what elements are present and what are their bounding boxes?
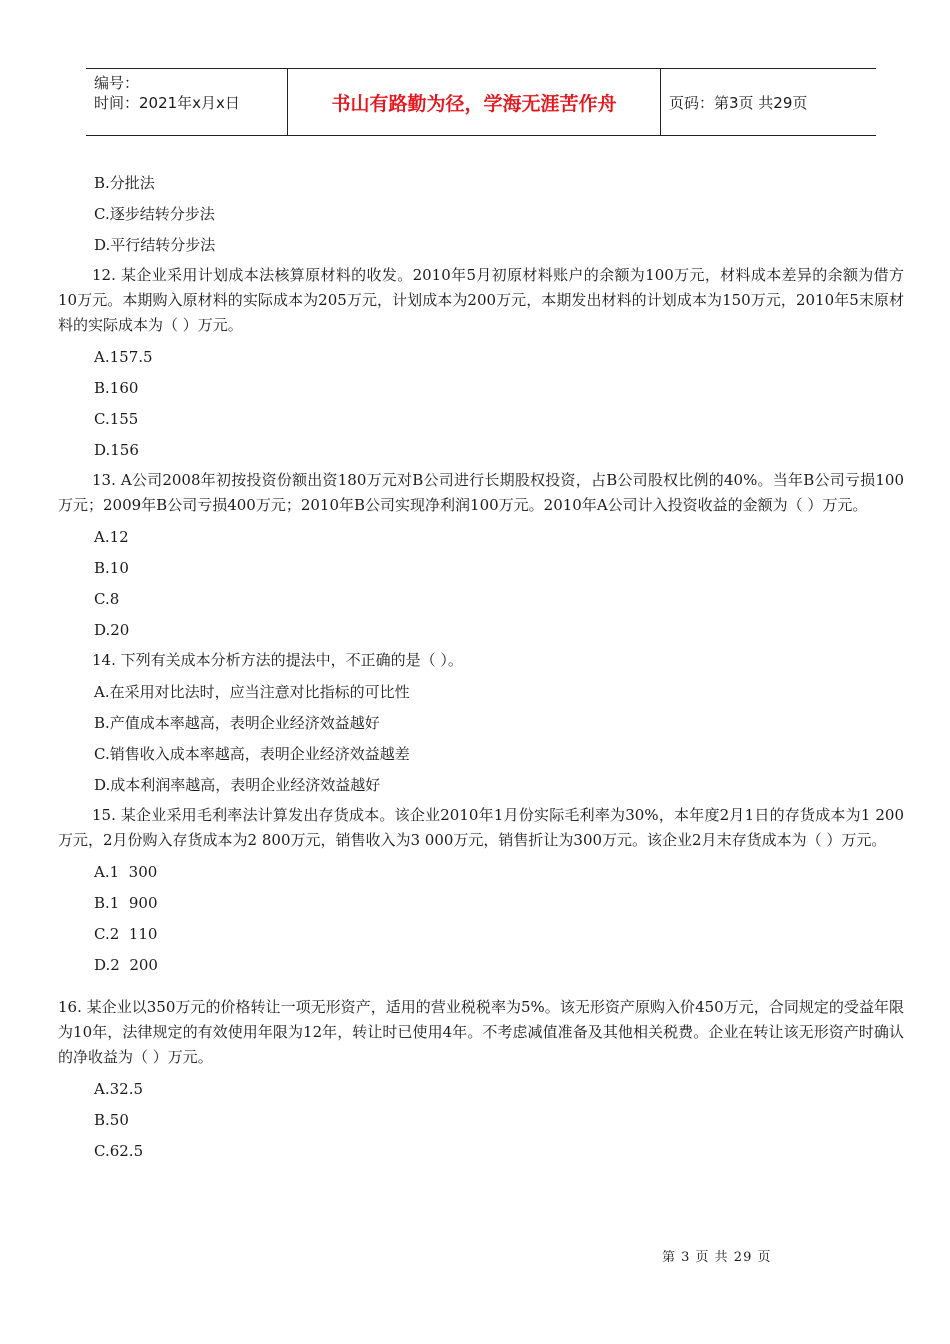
- option: D.156: [94, 441, 139, 459]
- header-meta: [86, 69, 288, 135]
- option: B.产值成本率越高，表明企业经济效益越好: [94, 714, 380, 732]
- number-label: 编号：: [94, 74, 140, 92]
- option: C.62.5: [94, 1142, 144, 1160]
- option: D.成本利润率越高，表明企业经济效益越好: [94, 776, 381, 794]
- question-16: 16. 某企业以350万元的价格转让一项无形资产，适用的营业税税率为5%。该无形资产原购入价450万元，合同规定的受益年限为10年，法律规定的有效使用年限为12年，转让时已使用4年。不考虑减值准备及其他相关税费。企业在转让该无形资产时确认的净收益为（ ）万元。: [58, 998, 904, 1066]
- option: B.10: [94, 559, 129, 577]
- option: D.20: [94, 621, 130, 639]
- header-motto: 书山有路勤为径，学海无涯苦作舟: [288, 69, 661, 135]
- option: C.销售收入成本率越高，表明企业经济效益越差: [94, 745, 410, 763]
- document-body: [58, 168, 904, 1167]
- question-13: 13. A公司2008年初按投资份额出资180万元对B公司进行长期股权投资，占B公司股权比例的40%。当年B公司亏损100万元；2009年B公司亏损400万元；2010年B公司实现净利润100万元。2010年A公司计入投资收益的金额为（ ）万元。: [58, 471, 904, 514]
- option: A.12: [94, 528, 129, 546]
- option: D.2 200: [94, 956, 158, 974]
- option: A.157.5: [94, 348, 153, 366]
- option: B.1 900: [94, 894, 158, 912]
- option: A.1 300: [94, 863, 158, 881]
- page-header: [86, 68, 876, 136]
- time-label: 时间：2021年x月x日: [94, 94, 240, 112]
- option: A.32.5: [94, 1080, 143, 1098]
- question-14: 14. 下列有关成本分析方法的提法中，不正确的是（ ）。: [92, 651, 463, 669]
- option: C.逐步结转分步法: [94, 205, 215, 223]
- option: B.分批法: [94, 174, 155, 192]
- question-15: 15. 某企业采用毛利率法计算发出存货成本。该企业2010年1月份实际毛利率为30%，本年度2月1日的存货成本为1 200万元，2月份购入存货成本为2 800万元，销售收入为3 000万元，销售折让为300万元。该企业2月末存货成本为（ ）万元。: [58, 806, 904, 849]
- option: D.平行结转分步法: [94, 236, 216, 254]
- option: B.160: [94, 379, 139, 397]
- option: C.155: [94, 410, 139, 428]
- header-page-info: 页码：第3页 共29页: [669, 93, 808, 112]
- option: B.50: [94, 1111, 129, 1129]
- option: C.2 110: [94, 925, 158, 943]
- option: A.在采用对比法时，应当注意对比指标的可比性: [94, 683, 410, 701]
- question-12: 12. 某企业采用计划成本法核算原材料的收发。2010年5月初原材料账户的余额为100万元，材料成本差异的余额为借方10万元。本期购入原材料的实际成本为205万元，计划成本为200万元，本期发出材料的计划成本为150万元，2010年5末原材料的实际成本为（ ）万元。: [58, 266, 904, 334]
- option: C.8: [94, 590, 120, 608]
- page-footer: 第 3 页 共 29 页: [662, 1250, 772, 1265]
